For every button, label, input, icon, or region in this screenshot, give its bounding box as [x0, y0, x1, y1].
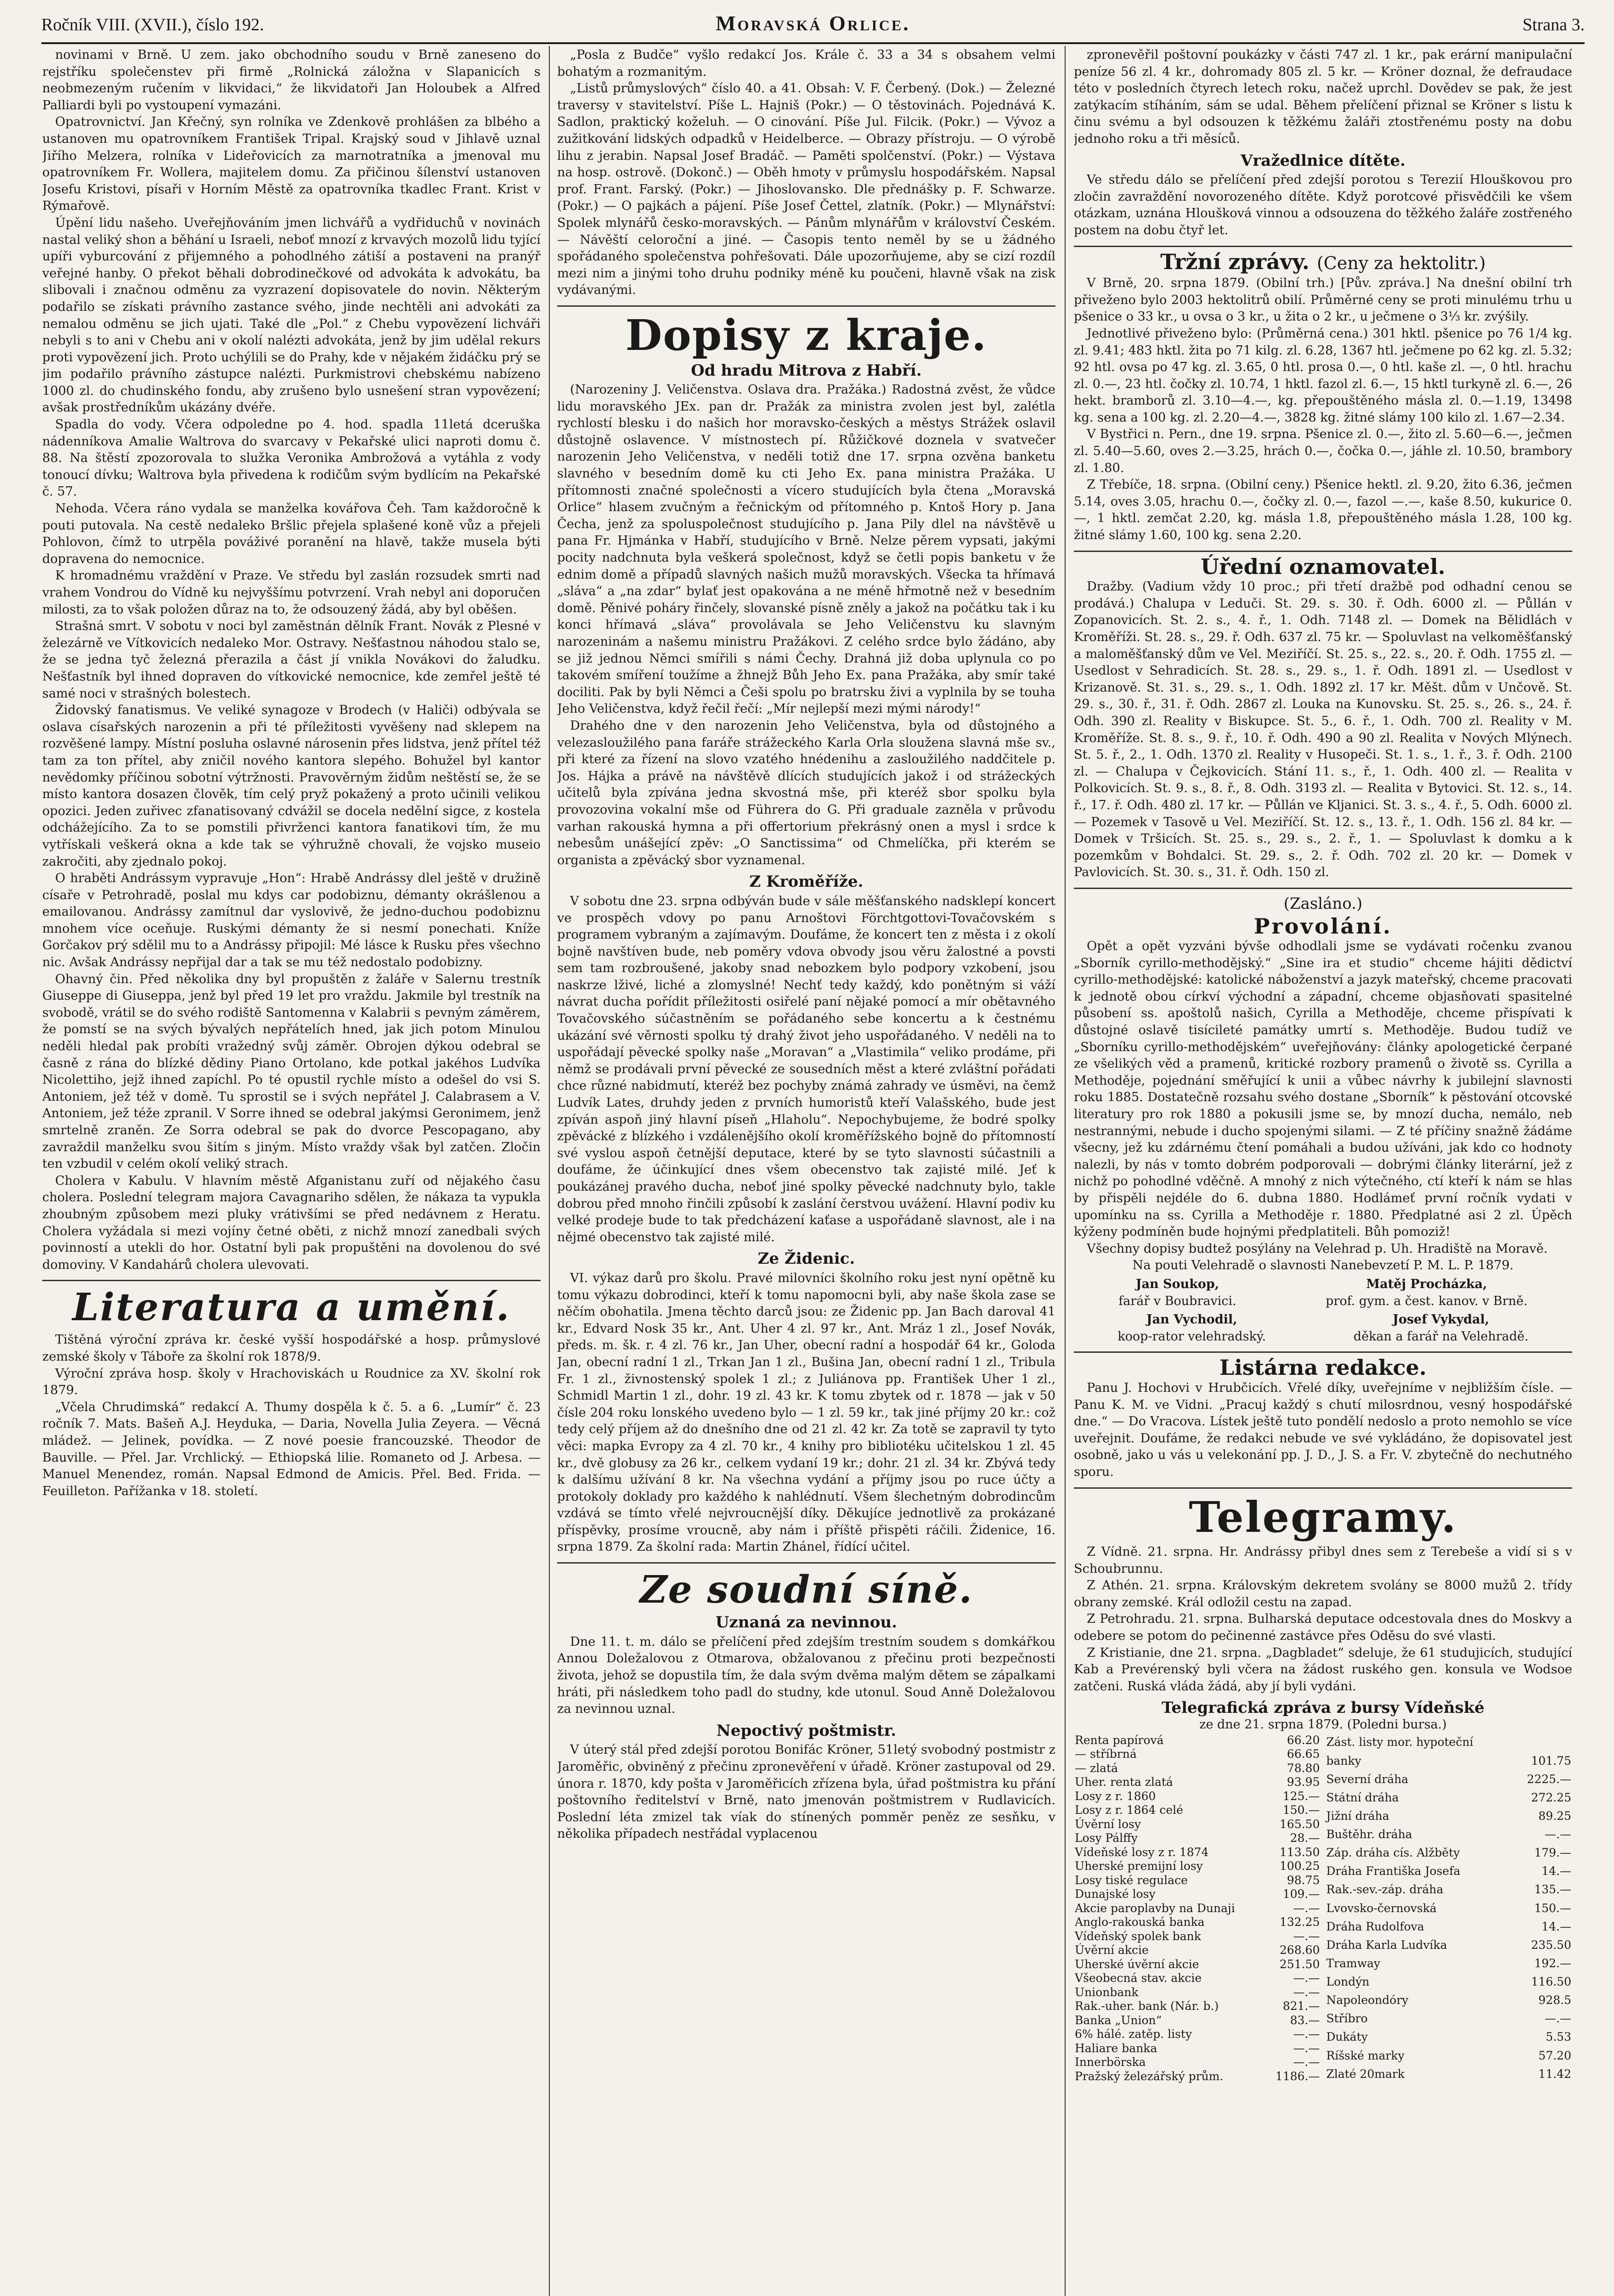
- exchange-row: [1326, 1881, 1573, 1899]
- exchange-title: Telegrafická zpráva z bursy Vídeňské: [1162, 1699, 1484, 1717]
- exchange-item-value: —.—: [1293, 1901, 1320, 1915]
- column-divider: [1065, 46, 1066, 2296]
- exchange-item-value: 113.50: [1280, 1845, 1320, 1859]
- news-paragraph: Strašná smrt. V sobotu v noci byl zaměstnán dělník Frant. Novák z Plesné v železárně ve Vítkovicích nedaleko Mor. Ostravy. Nešťastnou náhodou stalo se, že se jedna tyč železná přerazila a část jí vnikla Novákovi do žaludku. Nešťastník byl ihned dopraven do vítkovické nemocnice, kde zemřel ještě té samé noci v strašných bolestech.: [42, 619, 541, 701]
- exchange-item-value: —.—: [1293, 2027, 1320, 2041]
- exchange-row: [1074, 1859, 1321, 1874]
- letter-paragraph: V sobotu dne 23. srpna odbýván bude v sále měšťanského nadsklepí koncert ve prospěch vdovy po panu Arnoštovi Förchtgottovi-Tovačovském s programem vybraným a zajímavým. Doufáme, že koncert ten z města i z okolí bojně navštíven bude, neb poměry vdova obvody jsou věru žalostné a povsti sem tam rozbroušené, jakoby snad nebozkem bylo podpory vzkobení, jsou naskrze lživé, liché a zlomyslné! Nechť tedy každý, kdo ponětným si váží návrat ducha pořídit příležitosti osiřelé paní nějaké pomocí a mír obětavného Tovačovského súčastněním se pořádaného sebe koncertu a k čestnému ukázání své věrnosti spolku tý drahý život jeho uspořádaného. V neděli na to uspořádají pěvecké spolky naše „Moravan“ a „Vlastimila“ veliko prodáme, při němž se prodávali první pěvecké ze sousedních měst a které zvláštní pořádati chce různé nabidmutí, kteréž bez pochyby známá zahrady ve úsměvi, na čemž Ludvík Lates, druhdy jeden z prvních humoristů kteří Valašského, bude jest zpíván aspoň jiný hlavní píseň „Hlaholu“. Nepochybujeme, že bodré spolky zpěvácké z blízkého i vzdálenějšího okolí kroměřížského bojně do přítomností své vyslou aspoň četnější deputace, které by se tyto slavnosti súčastnili a doufáme, že účinkující dnes všem obecenstvo tak zajisté milé. Jeť k poukázánej pravého ducha, neboť jiné spolky pěvecké nadchnuty bylo, takle dobrou před mnoho řinčili způsobí k zaslání čerstvou uvážení. Hlavní podiv ku velké prodeje bude to tak předcházení kaťase a uspořádaně slavnost, ale i na nějmé obecenstvo tak zajisté milé.: [557, 894, 1055, 1244]
- exchange-row: [1326, 1844, 1573, 1862]
- exchange-item-value: 132.25: [1280, 1915, 1320, 1929]
- exchange-item-name: — stříbrná: [1075, 1747, 1137, 1761]
- exchange-item-value: 179.—: [1534, 1846, 1571, 1860]
- news-paragraph: Úpění lidu našeho. Uveřejňováním jmen lichvářů a vydřiduchů v novinách nastal veliký shon a běhání u Israeli, neboť mnozí z krvavých mozolů lidu tyjící upíři vyburcování z přijemného a pohodlného zátiší a postaveni na pranýř veřejné hanby. O překot běhali dobrodinečkové od advokáta k advokátu, ba slibovali i značnou odměnu za vyzrazení dopisovatele do novin. Některým podařilo se získati právního zastance svého, jinde nechtěli ani advokáti za nemalou odměnu se jich ujati. Také dle „Pol.“ z Chebu vypovězení lichváři nebyli s to ani v Chebu ani v okolí nalézti advokáta, jenž by jim udělal rekurs proti vypovězení jich. Proto uchýlili se do Prahy, kde v nějakém židáčku prý se jim podařilo právního zástupce nalézti. Purkmistrovi chebskému nabízeno 1000 zl. do chudinského fondu, aby zrušeno bylo usnešení stran vypovězení; avšak prostředníkům ukázány dvéře.: [42, 215, 541, 415]
- market-paragraph: Z Třebíče, 18. srpna. (Obilní ceny.) Pšenice hektl. zl. 9.20, žito 6.36, ječmen 5.14, oves 3.05, hrachu 0.—, čočky zl. 0.—, fazol —.—, kaše 8.50, kukurice 0.—, 1 hktl. zemčat 2.20, kg. másla 1.8, přepouštěného másla 1.28, 100 kg. žitné slámy 1.60, 100 kg. sena 2.20.: [1074, 478, 1572, 543]
- column-divider: [549, 46, 550, 2296]
- signer-name: Josef Vykydal,: [1393, 1312, 1490, 1327]
- exchange-item-name: Unionbank: [1075, 1985, 1139, 1999]
- exchange-item-value: 83.—: [1290, 2013, 1320, 2027]
- exchange-item-value: 100.25: [1280, 1859, 1320, 1873]
- letter-paragraph: VI. výkaz darů pro školu. Pravé milovníci školního roku jest nyní opětně ku tomu výkazu dobrodinci, kteří k tomu napomocni byli, aby naše škola zase se něčím obohatila. Jmena těchto darců jsou: ze Židenic pp. Jan Bach daroval 41 kr., Edvard Nosk 35 kr., Ant. Uher 4 zl. 97 kr., Ant. Mráz 1 zl., Josef Novák, předs. m. šk. r. 4 zl. 76 kr., Jan Uher, obecní radní a hospodář 64 kr., Goloda Jan, obecní radní 1 zl., Trkan Jan 1 zl., Bušina Jan, obecní radní 1 zl., Tribula Fr. 1 zl., živnostenský spolek 1 zl.; z Juliánova pp. František Uher 1 zl., Schmidl Martin 1 zl., dohr. 19 zl. 43 kr. K tomu zbytek od r. 1878 — jak v 50 čísle 204 roku lonského uvedeno bylo — 1 zl. 59 kr., tak jiné příjmy 20 kr.: což tedy celý příjem až do dnešního dne od 21 zl. 42 kr. Za totě se zapravil ty tyto věci: mapka Evropy za 4 zl. 70 kr., 4 knihy pro bibliotéku učitelskou 1 zl. 45 kr., dvě globusy za 26 kr., celkem vydaní 19 kr.; dohr. 21 zl. 34 kr. Zbývá tedy k dalšímu užívání 8 kr. Na všechna vydání a příjmy jsou po ruce účty a protokoly doklady pro každého k nahlédnutí. Všem šlechetným dobrodincům vzdává se tímto vřelé nejvroucnější díky. Děkujíce jednotlivě za prokázané příspěvky, prosíme vroucně, aby nám i příště přispěti ráčili. Židenice, 16. srpna 1879. Za školní rada: Martin Zhánel, řídící učitel.: [557, 1271, 1055, 1554]
- exchange-row: [1074, 2055, 1321, 2070]
- exchange-item-name: Stříbro: [1326, 2012, 1368, 2026]
- page-number: Strana 3.: [1522, 15, 1585, 34]
- exchange-row: [1326, 1770, 1573, 1789]
- telegram-paragraph: Z Athén. 21. srpna. Královským dekretem svolány se 8000 mužů 2. třídy obrany zemské. Král odložil cestu na zapad.: [1074, 1578, 1572, 1609]
- exchange-row: [1326, 1863, 1573, 1881]
- exchange-row: [1326, 1991, 1573, 2009]
- signer-role: prof. gym. a čest. kanov. v Brně.: [1326, 1294, 1528, 1308]
- signer-role: koop-rator velehradský.: [1117, 1329, 1266, 1344]
- exchange-item-name: Severní dráha: [1326, 1772, 1409, 1786]
- signer-name: Matěj Procházka,: [1366, 1277, 1487, 1291]
- exchange-item-value: —.—: [1293, 1971, 1320, 1985]
- exchange-item-value: 5.53: [1546, 2030, 1571, 2044]
- exchange-item-name: Napoleondóry: [1326, 1993, 1409, 2007]
- letter-heading: Ze Židenic.: [757, 1249, 855, 1268]
- exchange-item-name: Vídeňský spolek bank: [1075, 1929, 1201, 1943]
- letter-heading: Od hradu Mitrova z Habří.: [691, 361, 922, 380]
- sent-note: (Zasláno.): [1283, 894, 1363, 913]
- exchange-row: [1074, 1887, 1321, 1902]
- exchange-item-name: Dráha Rudolfova: [1326, 1919, 1424, 1933]
- exchange-item-name: Tramway: [1326, 1956, 1381, 1970]
- exchange-table-left: [1074, 1733, 1321, 2084]
- section-rule: [1074, 1487, 1572, 1489]
- exchange-row: [1074, 1803, 1321, 1818]
- exchange-item-name: Státní dráha: [1326, 1790, 1399, 1804]
- section-rule: [557, 305, 1055, 307]
- telegram-paragraph: Z Kristianie, dne 21. srpna. „Dagbladet“ sdeluje, že 61 studujicích, studující Kab a Prevérenský byli včera na žádost ruského gen. konsula ve Wodsoe zatčeni. Ruská vláda žádá, aby jí byli vydáni.: [1074, 1645, 1572, 1694]
- literature-item: Výroční zpráva hosp. školy v Hrachoviskách u Roudnice za XV. školní rok 1879.: [42, 1366, 541, 1398]
- exchange-item-value: 1186.—: [1275, 2069, 1320, 2083]
- exchange-row: [1074, 1874, 1321, 1888]
- exchange-item-value: 192.—: [1534, 1956, 1571, 1970]
- exchange-item-name: Úvěrní losy: [1075, 1817, 1141, 1831]
- exchange-row: [1074, 1986, 1321, 2000]
- signatures-row: [1074, 1311, 1572, 1345]
- exchange-item-name: Ríšské marky: [1326, 2048, 1405, 2062]
- exchange-item-value: 150.—: [1282, 1803, 1320, 1817]
- exchange-item-value: 116.50: [1531, 1975, 1571, 1989]
- proclamation-paragraph: Všechny dopisy budtež posýlány na Velehrad p. Uh. Hradiště na Moravě.: [1087, 1241, 1548, 1256]
- news-paragraph: Spadla do vody. Včera odpoledne po 4. hod. spadla 11letá dceruška nádenníkova Amalie Waltrova do svarcavy v Pekařské ulici naproti domu č. 88. Na štěstí zpozorovala to služka Veronika Ambrožová a vytáhla z vody tonoucí dívku; Waltrova byla přivedena k rodičům svým bydlícím na Pekařské č. 57.: [42, 417, 541, 499]
- exchange-item-value: 93.95: [1287, 1775, 1320, 1789]
- exchange-row: [1326, 1899, 1573, 1918]
- market-paragraph: V Bystřici n. Pern., dne 19. srpna. Pšenice zl. 0.—, žito zl. 5.60—6.—, ječmen zl. 5.40—5.60, oves 2.—3.25, hrách 0.—, čočka 0.—, jáhle zl. 10.50, brambory zl. 1.80.: [1074, 427, 1572, 475]
- exchange-item-name: Haliare banka: [1075, 2041, 1157, 2055]
- exchange-tables: [1074, 1733, 1572, 2084]
- exchange-item-name: Lvovsko-černovská: [1326, 1901, 1437, 1915]
- exchange-row: [1074, 2042, 1321, 2056]
- column-3: [1074, 47, 1572, 2296]
- section-rule: [557, 1562, 1055, 1564]
- section-title-market: [1074, 249, 1572, 274]
- exchange-item-name: Londýn: [1326, 1975, 1370, 1989]
- exchange-item-name: Dunajské losy: [1075, 1887, 1156, 1901]
- exchange-item-name: Dráha Karla Ludvíka: [1326, 1938, 1447, 1952]
- news-paragraph: O hraběti Andrássym vypravuje „Hon“: Hrabě Andrássy dlel ještě v družině císaře v Petrohradě, poslal mu kdys car podobiznu, démanty okrášlenou a emailovanou. Andrássy zamítnul dar vyslovivě, že jedno-duchou podobiznu mnohem více oceňuje. Ruskými démanty že si nesmí ponechati. Kníže Gorčakov prý sdělil mu to a Andrássy připojil: Mé lásce k Rusku přes všechno nic. Avšak Andrássy nepřijal dar a tak se mu též nedostalo podobizny.: [42, 871, 541, 970]
- exchange-row: [1074, 1958, 1321, 1972]
- exchange-item-value: 928.5: [1538, 1993, 1571, 2007]
- telegram-paragraph: Z Vídně. 21. srpna. Hr. Andrássy přibyl dnes sem z Terebeše a vidí si s v Schoubrunnu.: [1074, 1545, 1572, 1576]
- exchange-item-name: Akcie paroplavby na Dunaji: [1075, 1901, 1235, 1915]
- section-title-letters: Dopisy z kraje.: [625, 310, 988, 360]
- exchange-row: [1326, 1954, 1573, 1973]
- exchange-item-value: 251.50: [1280, 1957, 1320, 1971]
- exchange-item-value: —.—: [1545, 1828, 1571, 1841]
- exchange-item-value: [1514, 1733, 1572, 1752]
- exchange-item-value: 272.25: [1531, 1790, 1571, 1804]
- exchange-row: [1074, 1943, 1321, 1958]
- exchange-row: [1326, 1918, 1573, 1936]
- header-rule: [41, 42, 1585, 44]
- exchange-item-name: Buštěhr. dráha: [1326, 1828, 1412, 1841]
- exchange-row: [1074, 1790, 1321, 1804]
- exchange-row: [1326, 2010, 1573, 2028]
- exchange-row: [1326, 1733, 1573, 1752]
- court-paragraph: zpronevěřil poštovní poukázky v části 747 zl. 1 kr., pak erární manipulační peníze 56 zl. 4 kr., dohromady 805 zl. 5 kr. — Kröner doznal, že defraudace této v posledních čtyrech letech roku, načež uprchl. Dovědev se pak, že jest zatýkacím stíháním, sám se udal. Během přelíčení přiznal se Kröner s listu k činu svému a byl odsouzen k těžkému žaláři ztostřenému posty na dobu jednoho roku a tři měsíců.: [1074, 48, 1572, 146]
- exchange-item-name: Anglo-rakouská banka: [1075, 1915, 1205, 1929]
- exchange-item-name: Úvěrní akcie: [1075, 1943, 1149, 1957]
- exchange-row: [1326, 1936, 1573, 1954]
- exchange-item-value: 66.20: [1287, 1733, 1320, 1747]
- news-paragraph: K hromadnému vraždění v Praze. Ve středu byl zaslán rozsudek smrti nad vrahem Vondrou do Vídně ku nejvyššímu potvrzení. Vrah nebyl ani doporučen milosti, za to však položen důraz na to, že odsouzený žádá, aby byl oběšen.: [42, 568, 541, 617]
- exchange-item-value: 89.25: [1538, 1809, 1571, 1823]
- news-paragraph: Cholera v Kabulu. V hlavním městě Afganistanu zuří od nějakého času cholera. Poslední telegram majora Cavagnariho sdělen, že nákaza ta vypukla zhoubným způsobem mezi pluky vrátivšími se před nedávnem z Heratu. Cholera vyžádala si mezi vojíny četné oběti, z nichž mnozí zanedbali svých povinností a utekli do hor. Ostatní byli pak propuštěni na dovolenou do své domoviny. V Kandahárů cholera ulevovati.: [42, 1173, 541, 1272]
- signature: [1326, 1276, 1527, 1310]
- exchange-row: [1074, 1846, 1321, 1860]
- exchange-item-name: banky: [1326, 1754, 1361, 1767]
- exchange-row: [1326, 2065, 1573, 2083]
- exchange-item-name: Dráha Františka Josefa: [1326, 1864, 1461, 1878]
- official-paragraph: Dražby. (Vadium vždy 10 proc.; při třetí dražbě pod odhadní cenou se prodává.) Chalupa v Leduči. St. 29. s. 30. ř. Odh. 6000 zl. — Půllán v Zopanovicích. St. 2. s., 4. ř., 1. Odh. 7148 zl. — Domek na Bělidlách v Kroměříži. St. 28. s., 29. ř. Odh. 637 zl. 75 kr. — Spoluvlast na velkoměšťanský a maloměšťanský dům ve Vel. Meziříčí. St. 25. s., 22. s., 20. ř. Odh. 1755 zl. — Usedlost v Sehradicích. St. 28. s., 29. s., 1. ř. Odh. 1891 zl. — Usedlost v Krizanově. St. 31. s., 29. s., 1. Odh. 1892 zl. 17 kr. Měšt. dům v Unčově. St. 29. s., 30. ř., 31. ř. Odh. 2867 zl. Louka na Kunovsku. St. 25. s., 26. s., 24. ř. Odh. 390 zl. Reality v Biskupce. St. 5., 6. ř., 1. Odh. 700 zl. Reality v M. Kroměříže. St. 8. s., 9. ř., 10. ř. Odh. 490 a 90 zl. Realita v Nových Mlýnech. St. 5. ř., 2., 1. Odh. 1370 zl. Reality v Husopeči. St. 1. s., 1. ř., 3. ř. Odh. 2100 zl. — Chalupa v Čejkovicích. Stání 11. s., ř., 1. Odh. 400 zl. — Realita v Polkovicích. St. 9. s., 8. ř., 8. Odh. 3193 zl. — Realita v Bytovici. St. 12. s., 14. ř., 17. ř. Odh. 480 zl. 17 kr. — Půllán ve Kljanici. St. 3. s., 4. ř., 5. Odh. 6000 zl. — Pozemek v Tasově u Vel. Meziříčí. St. 12. s., 13. ř., 1. Odh. 156 zl. 84 kr. — Domek v Tršicích. St. 25. s., 29. s., 2. ř., 1. — Spoluvlast k domku a k pozemkům v Bohdalci. St. 29. s., 2. ř. Odh. 702 zl. 20 kr. — Domek v Pavlovicích. St. 30. s., 31. ř. Odh. 150 zl.: [1074, 580, 1572, 880]
- exchange-item-value: 101.75: [1531, 1754, 1571, 1767]
- exchange-item-name: Rak.-uher. bank (Nár. b.): [1075, 1999, 1219, 2013]
- exchange-item-name: Losy tiské regulace: [1075, 1873, 1188, 1887]
- exchange-item-name: Vídeňské losy z r. 1874: [1075, 1845, 1209, 1859]
- court-heading: Vražedlnice dítěte.: [1241, 151, 1405, 170]
- page-header: [41, 8, 1585, 40]
- exchange-item-name: Losy z r. 1864 celé: [1075, 1803, 1183, 1817]
- exchange-row: [1074, 2027, 1321, 2042]
- exchange-item-value: 57.20: [1538, 2048, 1571, 2062]
- exchange-row: [1074, 1831, 1321, 1846]
- exchange-item-value: 150.—: [1534, 1901, 1571, 1915]
- literature-item: „Posla z Budče“ vyšlo redakcí Jos. Krále č. 33 a 34 s obsahem velmi bohatým a rozmanitým.: [557, 48, 1055, 79]
- exchange-row: [1326, 2028, 1573, 2047]
- news-paragraph: Opatrovnictví. Jan Křečný, syn rolníka ve Zdenkově prohlášen za blbého a ustanoven mu opatrovníkem František Tripal. Krajský soud v Jihlavě uznal Jiřího Melzera, rolníka v Lideřovicích za marnotratníka a jmenoval mu opatrovníkem Fr. Wollera, majitelem domu. Za přičinou šílenství ustanoven Josefu Kristovi, písaři v Horním Městě za opatrovníka tkadlec Frant. Krist v Rýmařově.: [42, 115, 541, 214]
- court-paragraph: V úterý stál před zdejší porotou Bonifác Kröner, 51letý svobodný postmistr z Jaroměřic, obviněný z přečinu zpronevěření v úřadě. Kröner zastupoval od 29. února r. 1870, kdy pošta v Jaroměřicích zřízena byla, úřad poštmistra ku přání poštovního ředitelství v Brně, nato jmenován poštmistrem v Rudlavicích. Poslední léta zmizel tak víak do stínených pomměr peněz ze sesňku, v několika případech nestřádal vyplacenou: [557, 1743, 1055, 1841]
- section-title-official: Úřední oznamovatel.: [1201, 554, 1445, 579]
- exchange-row: [1074, 1818, 1321, 1832]
- issue-info: Ročník VIII. (XVII.), číslo 192.: [41, 15, 264, 34]
- news-paragraph: novinami v Brně. U zem. jako obchodního soudu v Brně zaneseno do rejstříku společenstev při firmě „Rolnická záložna v Slapanicích s neobmezeným ručením v likvidaci,“ že likvidatoři Jan Holoubek a Alfred Palliardi byli po vystoupení vymazáni.: [42, 48, 541, 113]
- exchange-item-name: 6% hálé. zatěp. listy: [1075, 2027, 1192, 2041]
- editorial-paragraph: Panu J. Hochovi v Hrubčicích. Vřelé díky, uveřejníme v nejbližším čísle. — Panu K. M. ve Vidni. „Pracuj každý s chutí milosrdnou, vesný hospodářské dne.“ — Do Vracova. Lístek ještě tuto pondělí nedoslo a proto nemohlo se více uveřejnit. Doufáme, že redakci nebude ve své vykládáno, že dopisovatel jest osobně, jako u vás u velekonání pp. J. D., J. S. a Fr. V. zbytečně do nechutného sporu.: [1074, 1380, 1572, 1479]
- exchange-item-name: Uherské úvěrní akcie: [1075, 1957, 1199, 1971]
- exchange-item-value: 2225.—: [1527, 1772, 1571, 1786]
- proclamation-paragraph: Opět a opět vyzváni bývše odhodlali jsme se vydávati ročenku zvanou „Sborník cyrillo-methodějský.“ „Sine ira et studio“ chceme hájiti dědictví cyrillo-methodějské: katolické náboženství a jazyk mateřský, chceme pracovati k jednotě obou církví východní a západní, chceme objasňovati spasitelné působení ss. apoštolů našich, Cyrilla a Methoděje, chceme přispívati k důstojné oslavě tisícileté památky umrtí s. Methoděje. Budou tudíž ve „Sborníku cyrillo-methodějském“ uveřejňovány: články apologetické čerpané ze všelikých věd a pramenů, kritické rozbory pramenů o životě ss. Cyrilla a Methoděje, pojednání směřující k unii a vůbec návrhy k jubilejní slavnosti roku 1885. Dostatečně rozsahu svého dostane „Sborník“ k pěstování otcovské literatury pro rok 1880 a pokusili jsme se, by mnozí ducha, nemálo, neb nestrannými, nebude i ducho spojenými silami. — Z té příčiny snažně žádáme všecny, jež ku zdárnému čtení pomáhali a budou užíváni, jak kdo co hodnoty nalezli, by nás v tomto dobrém podporovali — dobrými články literární, jež z nichž po pohodlné vděčně. A mnohý z nich výtečného, ctí kteří k nám se hlas by přispěli nejdéle do 6. dubna 1880. Hodlámeť první ročník vydati v upomínku na ss. Cyrilla a Methoděje r. 1880. Předplatné asi 2 zl. Úpěch kýženy podmíněn bude hojnými předplatiteli. Bůh pomoziž!: [1074, 939, 1572, 1239]
- section-title-court: Ze soudní síně.: [639, 1568, 973, 1612]
- court-heading: Uznaná za nevinnou.: [715, 1613, 897, 1632]
- signer-name: Jan Soukop,: [1135, 1277, 1219, 1291]
- exchange-row: [1074, 1747, 1321, 1761]
- exchange-table-right: [1326, 1733, 1573, 2084]
- exchange-row: [1074, 1902, 1321, 1916]
- exchange-row: [1326, 1789, 1573, 1807]
- exchange-item-value: 14.—: [1541, 1919, 1571, 1933]
- proclamation-paragraph: Na pouti Velehradě o slavnosti Nanebevzetí P. M. L. P. 1879.: [1132, 1258, 1514, 1273]
- exchange-item-name: Zlaté 20mark: [1326, 2067, 1405, 2081]
- news-paragraph: Ohavný čin. Před několika dny byl propuštěn z žaláře v Salernu trestník Giuseppe di Giuseppa, jenž byl před 19 let pro vraždu. Jakmile byl trestník na svobodě, vrátil se do svého rodiště Santomenna v Kalabrii s pevným záměrem, že pomstí se na svých bývalých nepřátelích hned, jak jich potom Minulou neděli hledal pak probíti vražedný svůj záměr. Obrojen dýkou odebral se časně z rána do blízké dědiny Piano Ortolano, kde potkal jakéhos Ludvíka Nicolettiho, jejž ihned zapíchl. Po té opustil rychle místo a odešel do vsi S. Antoniem, jež též v domě. Tu sprostil se i svých nepřátel J. Calabrasem a V. Antoniem, jež téže zpranil. V Sorre ihned se odebral jakýmsi Geronimem, jenž smrtelně zraněn. Ze Sorra odebral se pak do dvorce Pescopagano, aby zavraždil manželku svou šitím s jiným. Místo vraždy však byl zatčen. Zločin ten vzbudil v celém okolí veliký strach.: [42, 972, 541, 1171]
- exchange-item-value: —.—: [1545, 2012, 1571, 2026]
- exchange-row: [1074, 1775, 1321, 1790]
- exchange-item-name: Renta papírová: [1075, 1733, 1164, 1747]
- exchange-item-value: 28.—: [1290, 1831, 1320, 1845]
- section-title-proclamation: Provolání.: [1253, 913, 1393, 939]
- signatures-row: [1074, 1276, 1572, 1310]
- signer-role: děkan a farář na Velehradě.: [1353, 1329, 1529, 1344]
- section-title-telegrams: Telegramy.: [1189, 1492, 1457, 1542]
- exchange-row: [1074, 1915, 1321, 1930]
- telegram-paragraph: Z Petrohradu. 21. srpna. Bulharská deputace odcestovala dnes do Moskvy a odebere se potom do pečinenné zastávce přes Oděsu do své vlasti.: [1074, 1612, 1572, 1643]
- exchange-item-value: 14.—: [1541, 1864, 1571, 1878]
- news-paragraph: Židovský fanatismus. Ve veliké synagoze v Brodech (v Haliči) odbývala se oslava císařských narozenin a při té příležitosti vyvěšeny nad sklepem na rozvěšené lampy. Místní posluha oslavné nárosenin přes lidstva, jenž přítel též tam za ton přítel, aby zničil nového kantora slepého. Bohužel byl kantor nevědomky příčinou sobotní výtržnosti. Pravověrným židům neštěstí se, že se místo kantora dosazen člověk, tím celý pryž pokažený a proto učinili velikou opozici. Jeden zuřivec zfanatisovaný cdvážil se docela nedělní sigce, z kostela odchážejícího. Za to se pomstili přivrženci kantora fanatikovi tím, že mu vytřískali veškerá okna a kde tak se výhružně chovali, že vojsko museio zakročiti, aby zjednalo pokoj.: [42, 703, 541, 869]
- signer-role: farář v Boubravici.: [1118, 1294, 1236, 1308]
- news-paragraph: Nehoda. Včera ráno vydala se manželka kovářova Čeh. Tam každoročně k pouti putovala. Na cestě nedaleko Bršlic přejela splašené koně vůz a přejeli Pohlovon, čímž to utrpěla pováživé poranění na hlavě, takže musela býti dopravena do nemocnice.: [42, 501, 541, 566]
- letter-paragraph: (Narozeniny J. Veličenstva. Oslava dra. Pražáka.) Radostná zvěst, že vůdce lidu moravského JEx. pan dr. Pražák za ministra zvolen jest byl, zalétla rychlostí blesku i do našich hor moravsko-českých a městys Strážek oslavil důstojně oslavence. V místnostech pí. Růžičkové doznela v svatvečer narozenin Jeho Veličenstva, v neděli totiž dne 17. srpna ozvěna banketu slavného v besedním domě ku cti Jeho Ex. pana ministra Pražáka. U přítomnosti značné společnosti a vícero studujících byla čtena „Moravská Orlice“ hlasem zvučným a řečnickým od přítomného p. Kntoš Hory p. Jana Čecha, jenž za spoluspolečnost studujícího p. Jana Pily dlel na návštěvě u pana Fr. Hjmánka v Habří, studujícího v Brně. Nelze pěrem vypsati, jakými pocity nadchnuta byla veškerá společnost, když se četli popis banketu v že ednim domě a případů slavných našich mužů moravských. Všecka ta hřímavá „sláva“ a „na zdar“ bylať jest opakována a ne méně hřmotně než v besedním domě. Pěnivé poháry řinčely, slovanské písně zněly a jakož na počátku tak i ku konci hřímavá „sláva“ provolávala se Jeho Veličenstvu ku slavným narozeninám a našemu ministru Pražákovi. Z celého srdce bylo žádáno, aby se již jednou Němci smířili s námi Čechy. Drahná již doba uplynula co po takovém smíření toužíme a žhnejž Bůh Jeho Ex. pana Pražáka, aby smír také dociliti. Pak by byli Němci a Češi spolu po bratrsku živi a vyplnila by se touha Jeho Veličenstva, když řečil řečí: „Mír nejlepší mezi mými národy!“: [557, 383, 1055, 716]
- column-1: [42, 47, 541, 2296]
- exchange-item-value: 821.—: [1282, 1999, 1320, 2013]
- exchange-item-value: 109.—: [1282, 1887, 1320, 1901]
- exchange-item-value: 11.42: [1538, 2067, 1571, 2081]
- literature-item: „Včela Chrudimská“ redakcí A. Thumy dospěla k č. 5. a 6. „Lumír“ č. 23 ročník 7. Mats. Bašeň A.J. Heyduka, — Daria, Novella Julia Zeyera. — Věcná mládež. — Jelinek, povídka. — Z nové poesie francouzské. Theodor de Bauville. — Přel. Jar. Vrchlický. — Ethiopská lilie. Romaneto od J. Arbesa. — Manuel Menendez, román. Napsal Edmond de Amicis. Přel. Bed. Frida. — Feuilleton. Pařížanka v 18. století.: [42, 1400, 541, 1498]
- section-rule: [1074, 1351, 1572, 1353]
- exchange-item-name: Rak.-sev.-záp. dráha: [1326, 1883, 1444, 1896]
- section-rule: [1074, 888, 1572, 889]
- exchange-row: [1074, 1761, 1321, 1776]
- court-paragraph: Dne 11. t. m. dálo se přelíčení před zdejším trestním soudem s domkářkou Annou Doležalovou z Otmarova, obžalovanou z přečinu proti bezpečnosti života, jehož se dopustila tím, že dala svým dvěma malým dětem se zápalkami hráti, při následkem toho padl do studny, kde utonul. Soud Anně Doležalovou za nevinnou uznal.: [557, 1634, 1055, 1716]
- exchange-row: [1326, 1825, 1573, 1844]
- exchange-subtitle: ze dne 21. srpna 1879. (Poledni bursa.): [1199, 1717, 1447, 1732]
- court-paragraph: Ve středu dálo se přelíčení před zdejší porotou s Terezií Hlouškovou pro zločin zavraždění novorozeného dítěte. Když porotcové přisvědčili ke všem otázkam, uznána Hloušková vinnou a odsouzena do těžkého žaláře zostřeného postem na dobu čtyř let.: [1074, 173, 1572, 237]
- section-rule: [1074, 551, 1572, 552]
- exchange-item-name: Jižní dráha: [1326, 1809, 1389, 1823]
- exchange-item-name: Všeobecná stav. akcie: [1075, 1971, 1202, 1985]
- exchange-row: [1326, 1973, 1573, 1991]
- exchange-row: [1326, 2047, 1573, 2065]
- local-news: [42, 47, 541, 1273]
- literature-item: Tištěná výroční zpráva kr. české vyšší hospodářské a hosp. průmyslové zemské školy v Táboře za školní rok 1878/9.: [42, 1333, 541, 1364]
- exchange-row: [1074, 2014, 1321, 2028]
- exchange-item-name: Uherské premijní losy: [1075, 1859, 1203, 1873]
- exchange-row: [1326, 1807, 1573, 1825]
- exchange-item-value: 235.50: [1531, 1938, 1571, 1952]
- market-subtitle: (Ceny za hektolitr.): [1316, 253, 1486, 273]
- exchange-item-value: —.—: [1293, 2041, 1320, 2055]
- exchange-item-value: 125.—: [1282, 1789, 1320, 1803]
- exchange-item-name: Innerbörska: [1075, 2055, 1146, 2069]
- exchange-item-value: —.—: [1293, 1985, 1320, 1999]
- exchange-item-name: — zlatá: [1075, 1761, 1118, 1775]
- market-paragraph: Jednotlivé přiveženo bylo: (Průměrná cena.) 301 hktl. pšenice po 76 1/4 kg. zl. 9.41; 483 hktl. žita po 71 kilg. zl. 6.28, 1367 htl. ječmene po 62 kg. zl. 5.32; 92 htl. ovsa po 47 kg. zl. 3.65, 0 htl. prosa 0.—, 0 htl. kaše zl. —, 0 htl. hrachu zl. 0.—, 23 htl. čočky zl. 10.74, 1 hktl. fazol zl. 6.—, 15 hktl turkyně zl. 6.—, 26 hekt. bramborů zl. 3.10—4.—, kg. přepouštěného másla zl. 0.—1.19, 13498 kg. sena a 100 kg. zl. 2.20—4.—, 3828 kg. žitné slámy 100 kilo zl. 1.67—2.34.: [1074, 326, 1572, 425]
- exchange-row: [1074, 2070, 1321, 2084]
- exchange-item-value: 135.—: [1534, 1883, 1571, 1896]
- exchange-item-value: 66.65: [1287, 1747, 1320, 1761]
- exchange-item-name: Uher. renta zlatá: [1075, 1775, 1173, 1789]
- exchange-row: [1074, 1999, 1321, 2014]
- exchange-row: [1074, 1733, 1321, 1748]
- signature: [1354, 1311, 1529, 1345]
- exchange-item-value: 98.75: [1287, 1873, 1320, 1887]
- exchange-item-name: Zást. listy mor. hypoteční: [1326, 1735, 1473, 1749]
- exchange-row: [1326, 1752, 1573, 1770]
- exchange-item-value: 78.80: [1287, 1761, 1320, 1775]
- letter-paragraph: Drahého dne v den narozenin Jeho Veličenstva, byla od důstojného a velezasloužilého pana faráře strážeckého Karla Orla sloužena slavná mše sv., při které za řízení na slovo vzatého hnédenihu a zasloužilého naddčitele p. Jos. Hájka a právě na návštěvě dlících studujících jakož i od strážeckých učitelů byla zpívána jedna skvostná mše, při kteréž sbor spolku byla provozovina vokalní mše od Führera do G. Při graduale zazněla v průvodu varhan rakouská hymna a při offertorium překrásný onen a mysl i srdce k nebesům unášející zpěv: „O Sanctissima“ od Chmelíčka, při kterém se organista a zpěvácký sbor vyznamenal.: [557, 718, 1055, 867]
- exchange-item-name: Pražský železářský prům.: [1075, 2069, 1224, 2083]
- exchange-item-name: Losy z r. 1860: [1075, 1789, 1156, 1803]
- exchange-item-name: Banka „Union“: [1075, 2013, 1162, 2027]
- column-2: [557, 47, 1055, 2296]
- section-title-editorial: Listárna redakce.: [1219, 1355, 1427, 1380]
- masthead-title: Moravská Orlice.: [716, 11, 910, 35]
- signer-name: Jan Vychodil,: [1146, 1312, 1237, 1327]
- exchange-row: [1074, 1930, 1321, 1944]
- exchange-item-value: 165.50: [1280, 1817, 1320, 1831]
- signature: [1118, 1276, 1236, 1310]
- exchange-item-name: Záp. dráha cís. Alžběty: [1326, 1846, 1460, 1860]
- exchange-row: [1074, 1971, 1321, 1986]
- market-paragraph: V Brně, 20. srpna 1879. (Obilní trh.) [Pův. zpráva.] Na dnešní obilní trh přiveženo bylo 2003 hektolitrů obilí. Průměrné ceny se proti minulému trhu u pšenice o 33 kr., u ovsa o 3 kr., u žita o 2 kr., u ječmene o 3⅓ kr. zvýšily.: [1074, 276, 1572, 324]
- exchange-item-name: Losy Pálffy: [1075, 1831, 1138, 1845]
- signature: [1117, 1311, 1266, 1345]
- section-rule: [1074, 246, 1572, 247]
- court-heading: Nepoctivý poštmistr.: [716, 1721, 897, 1740]
- exchange-item-value: 268.60: [1280, 1943, 1320, 1957]
- exchange-item-name: Dukáty: [1326, 2030, 1368, 2044]
- letter-heading: Z Kroměříže.: [749, 872, 863, 891]
- exchange-item-value: —.—: [1293, 2055, 1320, 2069]
- market-title: Tržní zprávy.: [1160, 249, 1309, 274]
- section-rule: [42, 1280, 541, 1281]
- exchange-item-value: —.—: [1293, 1929, 1320, 1943]
- literature-item: „Listů průmyslových“ číslo 40. a 41. Obsah: V. F. Čerbený. (Dok.) — Železné traversy v stavitelství. Píše L. Hajniš (Pokr.) — O těstovinách. Pojednává K. Sadlon, praktický koželuh. — O cinování. Píše Jul. Filcik. (Pokr.) — Vývoz a zužitkování lidských odpadků v Heidelberce. — Obrazy přístroju. — O výrobě lihu z jerabin. Napsal Josef Bradáč. — Paměti spolčenství. (Pokr.) — Výstava na hosp. ostrově. (Dokonč.) — Oběh hmoty v průmyslu hospodářském. Napsal prof. Frant. Farský. (Pokr.) — Jihoslovansko. Dle přednášky p. F. Schwarze. (Pokr.) — O pajkách a pájení. Píše Josef Čettel, zlatník. (Pokr.) — Mlynářství: Spolek mlynářů česko-moravských. — Pánům mlynářům v království Českém. — Návěští celoroční a jiné. — Časopis tento neměl by se u žádného spořádaného společenstva pohřešovati. Dále upozorňujeme, aby se cizí rozdíl mezi nim a jinými toho druhu podniky méně ku poučeni, hlavně však na zisk vydávanými.: [557, 81, 1055, 298]
- section-title-literature: Literatura a umění.: [72, 1285, 511, 1330]
